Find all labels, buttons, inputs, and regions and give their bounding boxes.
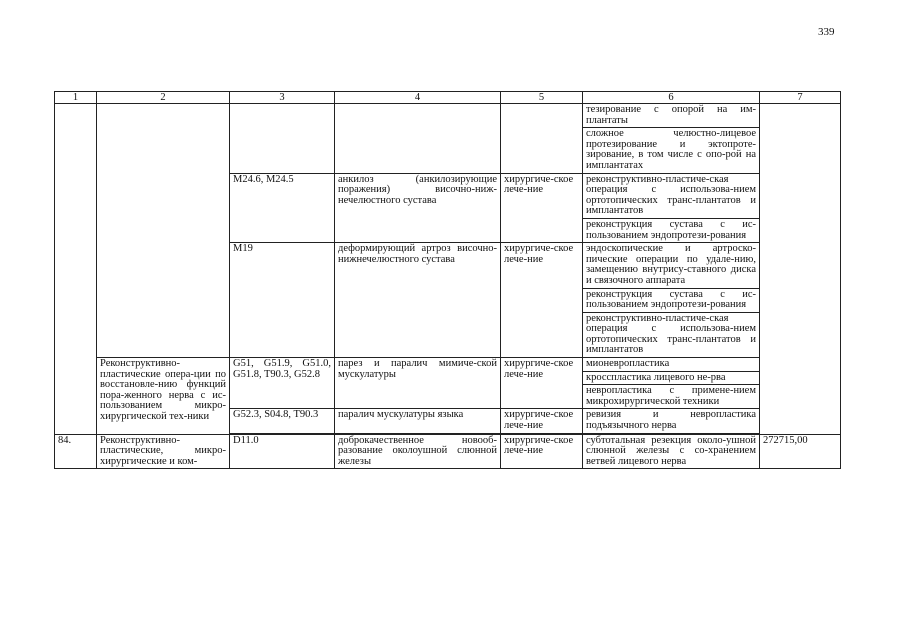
codes-cell: M19 <box>230 243 335 358</box>
treatment-cell: хирургиче-ское лече-ние <box>501 243 583 358</box>
method-cell: мионевропластика <box>583 358 760 372</box>
procedure-group-name: Реконструктивно-пластические, микро-хирургические и ком- <box>97 434 230 469</box>
cost-cell: 272715,00 <box>760 434 841 469</box>
cell-codes-empty <box>230 104 335 174</box>
method-cell: сложное челюстно-лицевое протезирование и эктопроте-зирование, в том числе с опо-рой на имплантатах <box>583 128 760 173</box>
cell-name-empty <box>97 104 230 358</box>
cell-treatment-empty <box>501 104 583 174</box>
column-header-4: 4 <box>335 92 501 104</box>
method-cell: реконструктивно-пластиче-ская операция с использова-нием ортотопических транс-плантатов и имплантатов <box>583 173 760 218</box>
diagnosis-cell: парез и паралич мимиче-ской мускулатуры <box>335 358 501 409</box>
method-cell: тезирование с опорой на им-плантаты <box>583 104 760 128</box>
column-header-1: 1 <box>55 92 97 104</box>
table-row <box>55 104 841 128</box>
column-header-2: 2 <box>97 92 230 104</box>
diagnosis-cell: деформирующий артроз височно-нижнечелюстного сустава <box>335 243 501 358</box>
procedure-group-name: Реконструктивно-пластические опера-ции по восстановле-нию функций пора-женного нерва с ис-пользованием микро-хирургической тех-ники <box>97 358 230 435</box>
table-row <box>55 358 841 372</box>
method-cell: эндоскопические и артроско-пические операции по удале-нию, замещению внутрису-ставного диска и связочного аппарата <box>583 243 760 288</box>
codes-cell: D11.0 <box>230 434 335 469</box>
diagnosis-cell: анкилоз (анкилозирующие поражения) височно-ниж-нечелюстного сустава <box>335 173 501 243</box>
codes-cell: G52.3, S04.8, T90.3 <box>230 409 335 433</box>
diagnosis-cell: доброкачественное новооб-разование околоушной слюнной железы <box>335 434 501 469</box>
method-cell: ревизия и невропластика подъязычного нерва <box>583 409 760 433</box>
treatment-cell: хирургиче-ское лече-ние <box>501 173 583 243</box>
table-row <box>55 434 841 469</box>
method-cell: кросспластика лицевого не-рва <box>583 371 760 385</box>
column-header-3: 3 <box>230 92 335 104</box>
method-cell: невропластика с примене-нием микрохирургической техники <box>583 385 760 409</box>
diagnosis-cell: паралич мускулатуры языка <box>335 409 501 433</box>
cell-cost-empty <box>760 104 841 435</box>
method-cell: реконструкция сустава с ис-пользованием эндопротези-рования <box>583 218 760 242</box>
treatment-cell: хирургиче-ское лече-ние <box>501 409 583 433</box>
row-number: 84. <box>55 434 97 469</box>
column-header-5: 5 <box>501 92 583 104</box>
column-header-6: 6 <box>583 92 760 104</box>
cell-diagnosis-empty <box>335 104 501 174</box>
method-cell: субтотальная резекция около-ушной слюнной железы с со-хранением ветвей лицевого нерва <box>583 434 760 469</box>
method-cell: реконструкция сустава с ис-пользованием эндопротези-рования <box>583 288 760 312</box>
treatment-cell: хирургиче-ское лече-ние <box>501 358 583 409</box>
treatment-cell: хирургиче-ское лече-ние <box>501 434 583 469</box>
column-number-row <box>55 92 841 104</box>
medical-procedures-table <box>54 91 841 469</box>
page-number: 339 <box>818 26 835 38</box>
codes-cell: G51, G51.9, G51.0, G51.8, T90.3, G52.8 <box>230 358 335 409</box>
column-header-7: 7 <box>760 92 841 104</box>
codes-cell: M24.6, M24.5 <box>230 173 335 243</box>
cell-number-empty <box>55 104 97 435</box>
method-cell: реконструктивно-пластиче-ская операция с использова-нием ортотопических транс-плантатов и имплантатов <box>583 312 760 357</box>
